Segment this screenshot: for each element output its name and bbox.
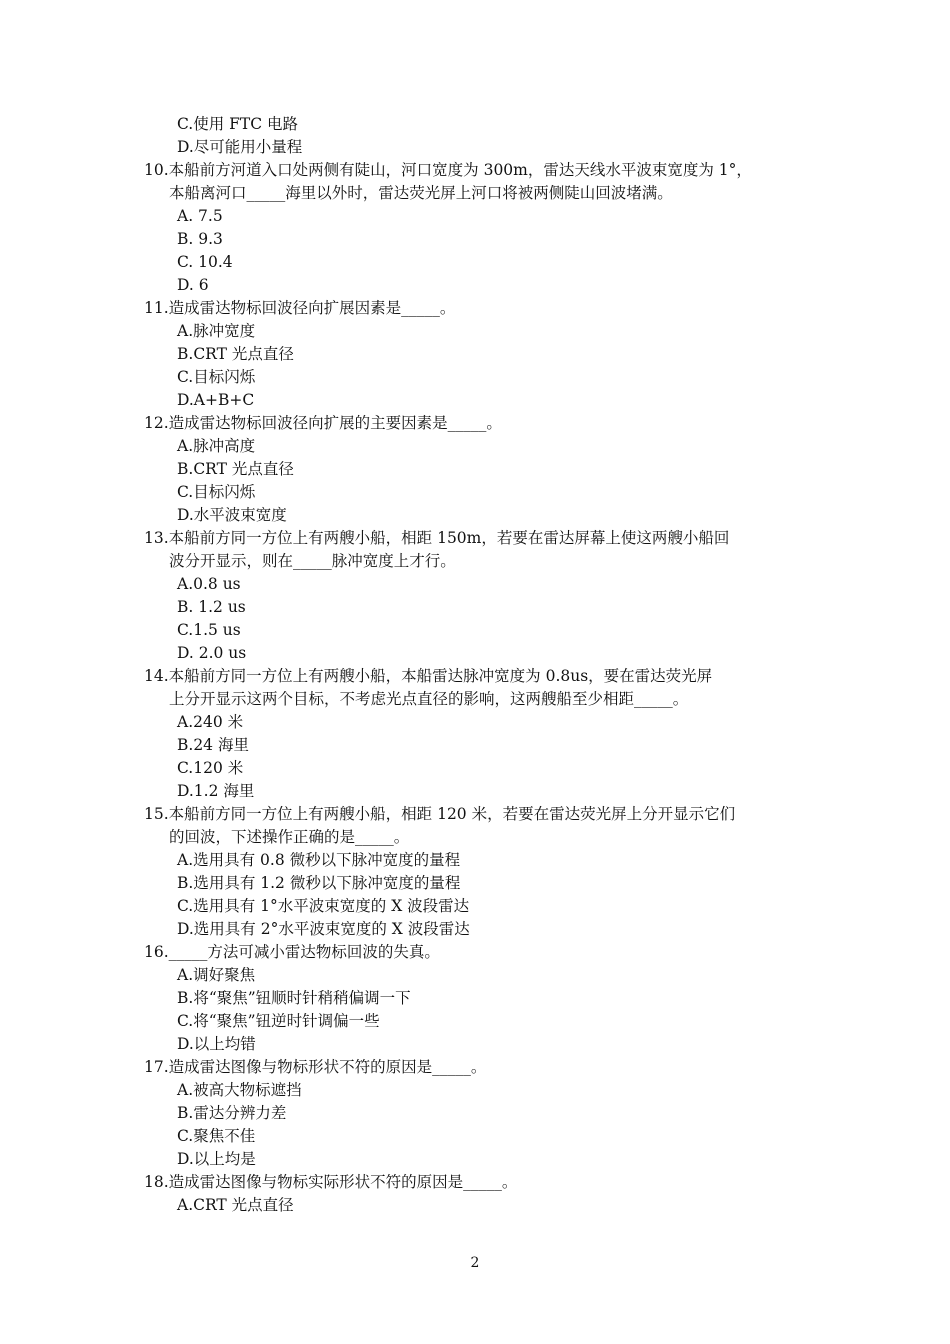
answer-option: C.使用 FTC 电路 <box>177 115 299 133</box>
answer-option: A.脉冲宽度 <box>177 322 256 340</box>
answer-option: B. 1.2 us <box>177 598 246 616</box>
question-line: 14.本船前方同一方位上有两艘小船，本船雷达脉冲宽度为 0.8us，要在雷达荧光屏 <box>144 667 713 685</box>
question-line: 12.造成雷达物标回波径向扩展的主要因素是_____。 <box>144 414 502 432</box>
question-continuation-line: 的回波，下述操作正确的是_____。 <box>169 828 410 846</box>
answer-option: A.0.8 us <box>177 575 241 593</box>
question-line: 15.本船前方同一方位上有两艘小船，相距 120 米，若要在雷达荧光屏上分开显示它们 <box>144 805 736 823</box>
answer-option: D.选用具有 2°水平波束宽度的 X 波段雷达 <box>177 920 470 938</box>
question-line: 10.本船前方河道入口处两侧有陡山，河口宽度为 300m，雷达天线水平波束宽度为 1°， <box>144 161 752 179</box>
answer-option: C.目标闪烁 <box>177 483 256 501</box>
answer-option: B.CRT 光点直径 <box>177 460 294 478</box>
answer-option: B.CRT 光点直径 <box>177 345 294 363</box>
answer-option: A.240 米 <box>177 713 244 731</box>
question-continuation-line: 波分开显示，则在_____脉冲宽度上才行。 <box>169 552 456 570</box>
answer-option: C. 10.4 <box>177 253 233 271</box>
answer-option: A.被高大物标遮挡 <box>177 1081 302 1099</box>
answer-option: B.将“聚焦”钮顺时针稍稍偏调一下 <box>177 989 411 1007</box>
answer-option: D.水平波束宽度 <box>177 506 287 524</box>
answer-option: C.将“聚焦”钮逆时针调偏一些 <box>177 1012 380 1030</box>
answer-option: B.24 海里 <box>177 736 249 754</box>
answer-option: C.1.5 us <box>177 621 241 639</box>
answer-option: D.以上均错 <box>177 1035 256 1053</box>
answer-option: D.1.2 海里 <box>177 782 255 800</box>
page-number: 2 <box>470 1255 480 1271</box>
question-line: 17.造成雷达图像与物标形状不符的原因是_____。 <box>144 1058 487 1076</box>
question-line: 18.造成雷达图像与物标实际形状不符的原因是_____。 <box>144 1173 518 1191</box>
answer-option: A.CRT 光点直径 <box>177 1196 294 1214</box>
answer-option: C.120 米 <box>177 759 244 777</box>
question-line: 16._____方法可减小雷达物标回波的失真。 <box>144 943 440 961</box>
answer-option: D.尽可能用小量程 <box>177 138 303 156</box>
answer-option: A. 7.5 <box>177 207 223 225</box>
question-line: 11.造成雷达物标回波径向扩展因素是_____。 <box>144 299 456 317</box>
answer-option: C.目标闪烁 <box>177 368 256 386</box>
answer-option: B. 9.3 <box>177 230 223 248</box>
answer-option: A.调好聚焦 <box>177 966 256 984</box>
question-list <box>0 113 950 1217</box>
answer-option: D. 6 <box>177 276 209 294</box>
answer-option: D.以上均是 <box>177 1150 256 1168</box>
answer-option: C.选用具有 1°水平波束宽度的 X 波段雷达 <box>177 897 470 915</box>
question-continuation-line: 本船离河口_____海里以外时，雷达荧光屏上河口将被两侧陡山回波堵满。 <box>169 184 673 202</box>
answer-option: D. 2.0 us <box>177 644 247 662</box>
answer-option: A.脉冲高度 <box>177 437 256 455</box>
answer-option: B.选用具有 1.2 微秒以下脉冲宽度的量程 <box>177 874 461 892</box>
answer-option: C.聚焦不佳 <box>177 1127 256 1145</box>
question-continuation-line: 上分开显示这两个目标，不考虑光点直径的影响，这两艘船至少相距_____。 <box>169 690 689 708</box>
answer-option: B.雷达分辨力差 <box>177 1104 287 1122</box>
question-line: 13.本船前方同一方位上有两艘小船，相距 150m，若要在雷达屏幕上使这两艘小船回 <box>144 529 730 547</box>
answer-option: D.A+B+C <box>177 391 255 409</box>
answer-option: A.选用具有 0.8 微秒以下脉冲宽度的量程 <box>177 851 461 869</box>
